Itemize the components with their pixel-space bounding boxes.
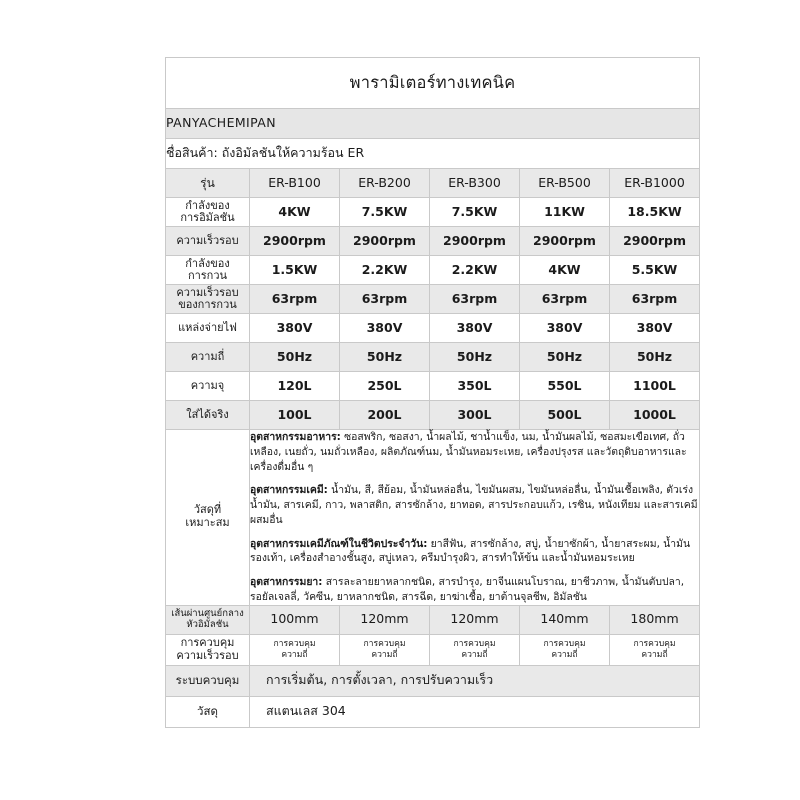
application-body: น้ำมัน, สี, สีย้อม, น้ำมันหล่อลื่น, ไขมันผสม, ไขมันหล่อลื่น, น้ำมันเชื้อเพลิง, ตัวเร่งน้ำมัน, สารเคมี, กาว, พลาสติก, สารซักล้าง, ยาทอด, สารประกอบแก้ว, เรซิน, หนังเทียม และสารเคมีผสมอื่น <box>250 484 698 526</box>
cell-value: 100L <box>250 401 340 430</box>
cell-value: 120mm <box>340 605 430 634</box>
diameter-label <box>166 605 250 634</box>
row-label-line: ใส่ได้จริง <box>186 407 229 421</box>
product-name: ชื่อสินค้า: ถังอิมัลชันให้ความร้อน ER <box>166 139 700 169</box>
cell-value <box>520 634 610 665</box>
table-row-speed-control <box>166 634 700 665</box>
page-title: พารามิเตอร์ทางเทคนิค <box>166 58 700 109</box>
cell-value-line: ความถี่ <box>281 649 308 660</box>
cell-value: 11KW <box>520 198 610 227</box>
row-label-line: การกวน <box>187 269 228 282</box>
row-label <box>166 256 250 285</box>
cell-value: 250L <box>340 372 430 401</box>
application-body: ยาสีฟัน, สารซักล้าง, สบู่, น้ำยาซักผ้า, น้ำยาสระผม, น้ำมันรองเท้า, เครื่องสำอางชั้นสูง, สบู่เหลว, ครีมบำรุงผิว, สารทำให้ข้น และน้ำมันหอมระเหย <box>250 537 691 565</box>
cell-value: 4KW <box>520 256 610 285</box>
application-heading: อุตสาหกรรมเคมี: <box>250 484 328 497</box>
application-heading: อุตสาหกรรมอาหาร: <box>250 431 341 443</box>
cell-value: 5.5KW <box>610 256 700 285</box>
table-row-suitable-materials <box>166 430 700 606</box>
control-system-value: การเริ่มต้น, การตั้งเวลา, การปรับความเร็ว <box>250 665 700 696</box>
spec-table-container <box>165 57 699 728</box>
cell-value: 50Hz <box>430 343 520 372</box>
cell-value: 550L <box>520 372 610 401</box>
table-row-capacity <box>166 372 700 401</box>
model-er-b100: ER-B100 <box>250 169 340 198</box>
applications-label <box>166 430 250 606</box>
cell-value: 2900rpm <box>430 227 520 256</box>
cell-value: 7.5KW <box>340 198 430 227</box>
cell-value: 200L <box>340 401 430 430</box>
row-label <box>166 314 250 343</box>
application-body: ซอสพริก, ซอสงา, น้ำผลไม้, ชาน้ำแข็ง, นม, น้ำมันผลไม้, ซอสมะเขือเทศ, ถั่วเหลือง, เนยถั่ว, นมถั่วเหลือง, ผลิตภัณฑ์นม, น้ำมันหอมระเหย, เครื่องปรุงรส และวัตถุดิบอาหารและเครื่องดื่มอื่น ๆ <box>250 431 687 473</box>
cell-value: 1.5KW <box>250 256 340 285</box>
application-heading: อุตสาหกรรมยา: <box>250 576 323 589</box>
brand-row <box>166 109 700 139</box>
row-label-line: ความจุ <box>190 378 225 392</box>
cell-value: 380V <box>520 314 610 343</box>
cell-value: 350L <box>430 372 520 401</box>
cell-value-line: ความถี่ <box>551 649 578 660</box>
cell-value: 18.5KW <box>610 198 700 227</box>
cell-value <box>430 634 520 665</box>
application-body: สารละลายยาหลากชนิด, สารบำรุง, ยาจีนแผนโบราณ, ยาชีวภาพ, น้ำมันตับปลา, รอยัลเจลลี่, วัคซีน, ยาหลากชนิด, สารฉีด, ยาฆ่าเชื้อ, ยาต้านจุลชีพ, อิมัลชัน <box>250 576 685 603</box>
cell-value: 120L <box>250 372 340 401</box>
cell-value-line: ความถี่ <box>461 649 488 660</box>
row-label-line: การอิมัลชัน <box>180 211 235 224</box>
cell-value: 50Hz <box>250 343 340 372</box>
cell-value <box>340 634 430 665</box>
cell-value: 380V <box>250 314 340 343</box>
table-row-rotation-speed <box>166 227 700 256</box>
cell-value: 300L <box>430 401 520 430</box>
control-system-label: ระบบควบคุม <box>166 665 250 696</box>
cell-value <box>250 634 340 665</box>
model-er-b1000: ER-B1000 <box>610 169 700 198</box>
table-row-material <box>166 696 700 727</box>
model-er-b300: ER-B300 <box>430 169 520 198</box>
row-label <box>166 401 250 430</box>
diameter-label-line: หัวอิมัลชัน <box>186 618 229 630</box>
cell-value: 1100L <box>610 372 700 401</box>
row-label-line: กำลังของ <box>185 198 230 212</box>
cell-value: 380V <box>340 314 430 343</box>
model-er-b500: ER-B500 <box>520 169 610 198</box>
table-row-usable-capacity <box>166 401 700 430</box>
cell-value: 63rpm <box>340 285 430 314</box>
row-label <box>166 343 250 372</box>
cell-value: 50Hz <box>610 343 700 372</box>
application-paragraph-daily-chemical <box>250 537 699 567</box>
row-label-line: ความเร็วรอบ <box>176 285 239 299</box>
cell-value: 7.5KW <box>430 198 520 227</box>
cell-value: 50Hz <box>340 343 430 372</box>
application-paragraph-chemical <box>250 483 699 527</box>
speed-control-label <box>166 634 250 665</box>
speed-control-label-line: การควบคุม <box>180 636 235 650</box>
row-label <box>166 372 250 401</box>
material-value: สแตนเลส 304 <box>250 696 700 727</box>
row-label <box>166 227 250 256</box>
cell-value: 380V <box>610 314 700 343</box>
table-row-head-diameter <box>166 605 700 634</box>
cell-value: 63rpm <box>250 285 340 314</box>
table-body <box>166 58 700 728</box>
cell-value-line: การควบคุม <box>273 638 316 649</box>
diameter-label-line: เส้นผ่านศูนย์กลาง <box>171 608 244 620</box>
cell-value <box>610 634 700 665</box>
model-er-b200: ER-B200 <box>340 169 430 198</box>
cell-value: 63rpm <box>610 285 700 314</box>
cell-value: 2900rpm <box>610 227 700 256</box>
cell-value-line: การควบคุม <box>363 638 406 649</box>
cell-value: 2.2KW <box>340 256 430 285</box>
product-name-row <box>166 139 700 169</box>
cell-value: 180mm <box>610 605 700 634</box>
row-label-line: กำลังของ <box>185 256 230 270</box>
material-label: วัสดุ <box>166 696 250 727</box>
model-header-row <box>166 169 700 198</box>
table-row-control-system <box>166 665 700 696</box>
cell-value: 63rpm <box>430 285 520 314</box>
cell-value: 50Hz <box>520 343 610 372</box>
row-label <box>166 285 250 314</box>
application-paragraph-pharmaceutical <box>250 575 699 605</box>
application-heading: อุตสาหกรรมเคมีภัณฑ์ในชีวิตประจำวัน: <box>250 537 428 550</box>
applications-label-line: เหมาะสม <box>185 516 230 530</box>
cell-value: 4KW <box>250 198 340 227</box>
cell-value-line: การควบคุม <box>453 638 496 649</box>
cell-value: 2.2KW <box>430 256 520 285</box>
cell-value: 500L <box>520 401 610 430</box>
cell-value: 63rpm <box>520 285 610 314</box>
cell-value: 100mm <box>250 605 340 634</box>
cell-value: 120mm <box>430 605 520 634</box>
applications-label-line: วัสดุที่ <box>193 503 222 517</box>
table-row-frequency <box>166 343 700 372</box>
row-label-line: แหล่งจ่ายไฟ <box>178 320 237 334</box>
row-label-line: ของการกวน <box>178 298 237 311</box>
speed-control-label-line: ความเร็วรอบ <box>176 648 239 662</box>
table-row-power-supply <box>166 314 700 343</box>
cell-value-line: การควบคุม <box>543 638 586 649</box>
cell-value: 2900rpm <box>520 227 610 256</box>
table-row-stirring-power <box>166 256 700 285</box>
cell-value-line: ความถี่ <box>641 649 668 660</box>
applications-content <box>250 430 700 606</box>
row-label-line: ความถี่ <box>190 349 225 363</box>
cell-value: 2900rpm <box>340 227 430 256</box>
application-paragraph-food <box>250 430 699 474</box>
cell-value: 2900rpm <box>250 227 340 256</box>
technical-parameters-table <box>165 57 700 728</box>
table-row-emulsifying-power <box>166 198 700 227</box>
cell-value: 140mm <box>520 605 610 634</box>
row-label-line: ความเร็วรอบ <box>176 233 239 247</box>
cell-value-line: การควบคุม <box>633 638 676 649</box>
brand-name: PANYACHEMIPAN <box>166 109 700 139</box>
table-row-stirring-speed <box>166 285 700 314</box>
cell-value: 380V <box>430 314 520 343</box>
model-row-label: รุ่น <box>166 169 250 198</box>
cell-value: 1000L <box>610 401 700 430</box>
title-row <box>166 58 700 109</box>
row-label <box>166 198 250 227</box>
cell-value-line: ความถี่ <box>371 649 398 660</box>
